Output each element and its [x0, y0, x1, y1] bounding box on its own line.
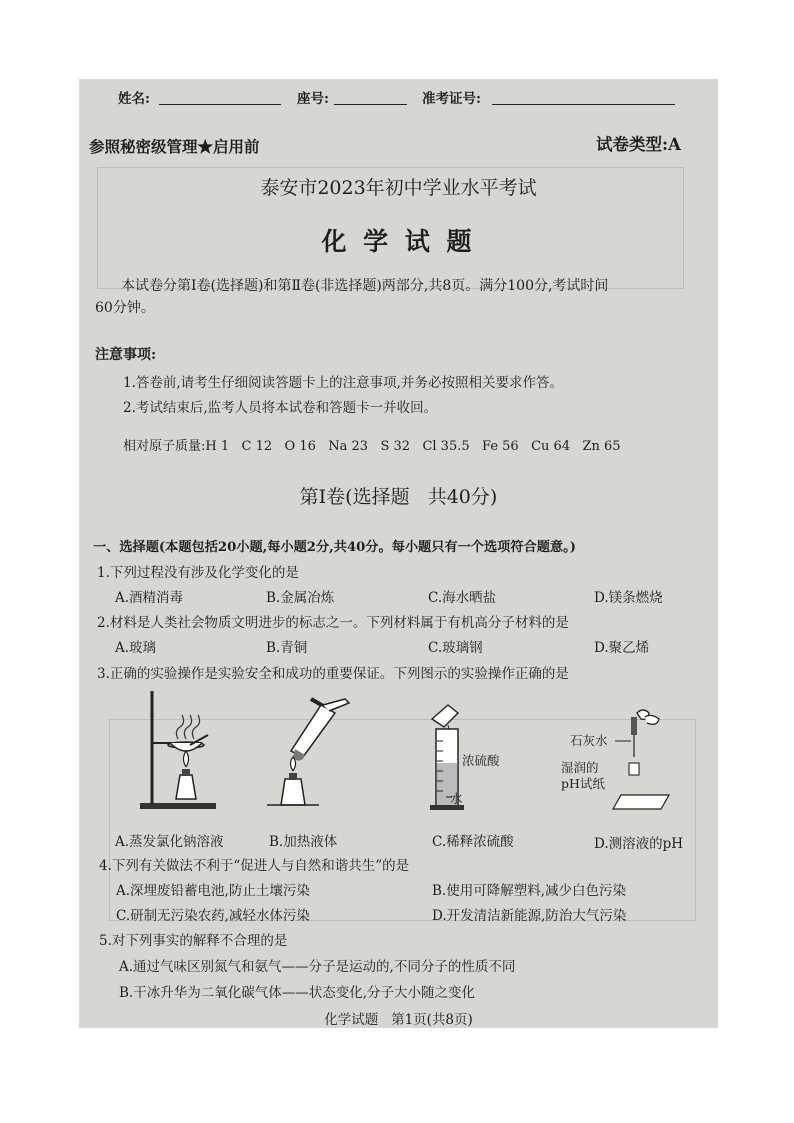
- exam-number-label: 准考证号:: [422, 91, 481, 107]
- name-field[interactable]: [159, 104, 281, 105]
- question-stem: 2.材料是人类社会物质文明进步的标志之一。下列材料属于有机高分子材料的是: [97, 615, 569, 631]
- question-stem: 4.下列有关做法不利于“促进人与自然和谐共生”的是: [99, 858, 410, 874]
- page-footer: 化学试题 第1页(共8页): [324, 1012, 473, 1028]
- option-c: C.玻璃钢: [428, 640, 483, 656]
- name-label: 姓名:: [118, 91, 150, 107]
- intro-line-2: 60分钟。: [95, 300, 155, 316]
- note-item: 2.考试结束后,监考人员将本试卷和答题卡一并收回。: [123, 400, 438, 416]
- option-a: A.蒸发氯化钠溶液: [115, 834, 224, 850]
- exam-title: 泰安市2023年初中学业水平考试: [260, 177, 537, 199]
- seat-field[interactable]: [334, 104, 407, 105]
- option-a: A.深埋废铅蓄电池,防止土壤污染: [116, 883, 310, 899]
- notes-heading: 注意事项:: [95, 347, 157, 363]
- section-title: 第Ⅰ卷(选择题 共40分): [299, 486, 498, 508]
- atomic-mass-table: 相对原子质量:H 1 C 12 O 16 Na 23 S 32 Cl 35.5 Fe 56 Cu 64 Zn 65: [123, 439, 621, 454]
- wet-label: 湿润的: [561, 760, 599, 775]
- water-pointer-line: [446, 794, 466, 804]
- option-a: A.玻璃: [115, 640, 157, 656]
- subject-title: 化 学 试 题: [321, 227, 476, 256]
- question-stem: 5.对下列事实的解释不合理的是: [99, 933, 288, 949]
- seat-label: 座号:: [297, 91, 329, 107]
- intro-paragraph: [95, 275, 709, 319]
- option-b: B.使用可降解塑料,减少白色污染: [432, 883, 627, 899]
- heating-test-tube-figure: [263, 693, 363, 813]
- option-a: A.通过气味区别氮气和氨气——分子是运动的,不同分子的性质不同: [119, 959, 516, 975]
- option-c: C.海水晒盐: [428, 590, 497, 606]
- option-b: B.加热液体: [269, 834, 338, 850]
- evaporation-apparatus-figure: [134, 687, 224, 812]
- option-d: D.开发清洁新能源,防治大气污染: [432, 908, 627, 924]
- option-c: C.稀释浓硫酸: [432, 834, 514, 850]
- option-b: B.干冰升华为二氧化碳气体——状态变化,分子大小随之变化: [119, 985, 476, 1001]
- intro-line-1: 本试卷分第Ⅰ卷(选择题)和第Ⅱ卷(非选择题)两部分,共8页。满分100分,考试时间: [121, 278, 609, 294]
- secrecy-notice: 参照秘密级管理★启用前: [89, 137, 260, 156]
- question-stem: 1.下列过程没有涉及化学变化的是: [97, 565, 299, 581]
- option-a: A.酒精消毒: [115, 590, 184, 606]
- paper-type: 试卷类型:A: [596, 135, 681, 154]
- exam-page: [79, 79, 718, 1028]
- option-d: D.测溶液的pH: [594, 836, 684, 852]
- question-stem: 3.正确的实验操作是实验安全和成功的重要保证。下列图示的实验操作正确的是: [97, 666, 569, 682]
- section-instruction: 一、选择题(本题包括20小题,每小题2分,共40分。每小题只有一个选项符合题意。): [93, 540, 576, 555]
- ph-paper-label: pH试纸: [561, 776, 605, 791]
- limewater-label: 石灰水: [570, 733, 608, 748]
- exam-number-field[interactable]: [492, 104, 675, 105]
- option-d: D.镁条燃烧: [594, 590, 663, 606]
- option-d: D.聚乙烯: [594, 640, 650, 656]
- note-item: 1.答卷前,请考生仔细阅读答题卡上的注意事项,并务必按照相关要求作答。: [123, 375, 563, 391]
- option-c: C.研制无污染农药,减轻水体污染: [116, 908, 310, 924]
- option-b: B.青铜: [266, 640, 308, 656]
- conc-acid-label: 浓硫酸: [462, 753, 500, 768]
- option-b: B.金属冶炼: [266, 590, 335, 606]
- water-label: 水: [450, 791, 463, 806]
